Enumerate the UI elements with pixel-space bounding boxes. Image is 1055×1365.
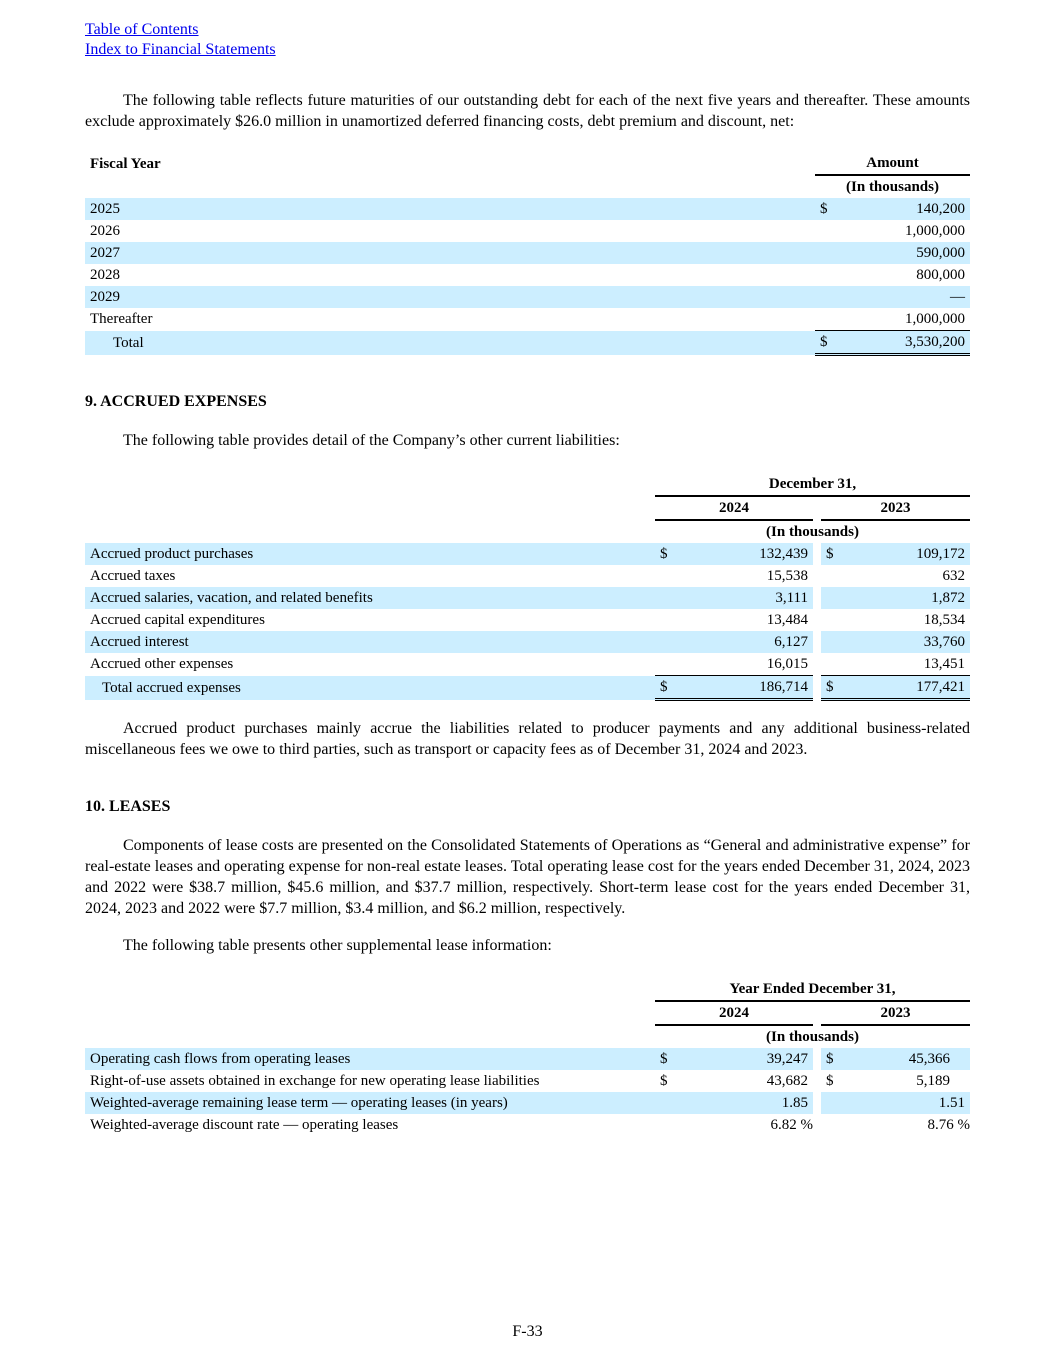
dollar-sign [655, 609, 675, 631]
dollar-sign [815, 264, 835, 286]
total-label: Total [85, 331, 815, 355]
value-2024: 16,015 [766, 656, 808, 672]
table-row [85, 1092, 970, 1114]
year-header-row [85, 496, 970, 520]
value-2023: 1,872 [841, 587, 970, 609]
dollar-sign [815, 308, 835, 331]
value-2023: 5,189 [916, 1073, 950, 1089]
col-2023-header: 2023 [821, 1001, 970, 1025]
row-label: Weighted-average discount rate — operating leases [90, 1117, 399, 1133]
fiscal-year-header: Fiscal Year [90, 155, 161, 172]
table-row [85, 587, 970, 609]
units-row [85, 1025, 970, 1048]
debt-maturities-table [85, 152, 970, 356]
row-label: 2027 [85, 242, 815, 264]
dollar-sign [815, 242, 835, 264]
value-2024: 132,439 [675, 543, 813, 565]
section-10-paragraph-1: Components of lease costs are presented on the Consolidated Statements of Operations as “General and administrative expense” for real-estate leases and operating expense for non-real estate leases. Total operating lease cost for the years ended December 31, 2024, 2023 and 2022 were $38.7 million, $45.6 million, and $37.7 million, respectively. Short-term lease cost for the years ended December 31, 2024, 2023 and 2022 were $7.7 million, $3.4 million, and $6.2 million, respectively. [85, 837, 970, 917]
row-label: Accrued interest [85, 631, 655, 653]
table-row [85, 264, 970, 286]
value-2023: 632 [942, 568, 965, 584]
row-label: Accrued capital expenditures [90, 612, 265, 628]
value-2024: 3,111 [675, 587, 813, 609]
accrued-expenses-table-wrap [85, 473, 970, 701]
dollar-sign [655, 631, 675, 653]
row-label: Weighted-average remaining lease term — operating leases (in years) [85, 1092, 655, 1114]
value-2023: 8.76 % [927, 1117, 970, 1133]
row-label: Accrued product purchases [85, 543, 655, 565]
accrued-expenses-table [85, 473, 970, 701]
section-10-para1-block [85, 835, 970, 919]
table-row [85, 1048, 970, 1070]
table-row [85, 1070, 970, 1092]
units-label: (In thousands) [846, 179, 939, 195]
units-row [85, 175, 970, 198]
dollar-sign: $ [821, 676, 841, 700]
row-amount: — [835, 286, 970, 308]
total-amount: 3,530,200 [835, 331, 970, 355]
table-of-contents-link[interactable]: Table of Contents [85, 21, 199, 38]
dollar-sign [655, 653, 675, 676]
table-row [85, 543, 970, 565]
section-10-heading: 10. LEASES [85, 798, 171, 815]
total-2023: 177,421 [841, 676, 970, 700]
debt-intro-block [85, 90, 970, 132]
dollar-sign: $ [815, 198, 835, 220]
period-header: December 31, [655, 473, 970, 496]
row-label: Accrued other expenses [90, 656, 234, 673]
value-2023: 18,534 [923, 612, 965, 628]
row-amount: 590,000 [835, 242, 970, 264]
row-label: Accrued taxes [90, 568, 176, 584]
value-2024: 39,247 [675, 1048, 813, 1070]
debt-intro-paragraph: The following table reflects future maturities of our outstanding debt for each of the next five years and thereafter. These amounts exclude approximately $26.0 million in unamortized deferred financing costs, debt premium and discount, net: [85, 92, 970, 130]
table-row [85, 1114, 970, 1136]
dollar-sign [655, 1092, 675, 1114]
table-row [85, 242, 970, 264]
total-row [85, 676, 970, 700]
row-label: 2025 [85, 198, 815, 220]
dollar-sign: $ [821, 1048, 841, 1070]
section-9-note-block [85, 718, 970, 760]
dollar-sign [821, 609, 841, 631]
row-label: Right-of-use assets obtained in exchange for new operating lease liabilities [90, 1073, 540, 1089]
lease-info-table-wrap [85, 978, 970, 1136]
units-row [85, 520, 970, 543]
row-amount: 1,000,000 [905, 311, 965, 327]
dollar-sign [821, 631, 841, 653]
value-2023: 1.51 [841, 1092, 970, 1114]
value-2024: 1.85 [675, 1092, 813, 1114]
total-label: Total accrued expenses [85, 676, 655, 700]
nav-links [85, 20, 276, 60]
dollar-sign [655, 587, 675, 609]
table-row [85, 609, 970, 631]
value-2024: 15,538 [766, 568, 808, 584]
section-9-intro: The following table provides detail of the Company’s other current liabilities: [123, 432, 620, 449]
value-2024: 13,484 [766, 612, 808, 628]
total-2024: 186,714 [675, 676, 813, 700]
table-row [85, 308, 970, 331]
section-10-paragraph-2: The following table presents other supplemental lease information: [123, 937, 552, 954]
dollar-sign [815, 286, 835, 308]
dollar-sign [655, 565, 675, 587]
section-9-note: Accrued product purchases mainly accrue the liabilities related to producer payments and any additional business-related miscellaneous fees we owe to third parties, such as transport or capacity fees as of December 31, 2024 and 2023. [85, 720, 970, 758]
dollar-sign: $ [660, 1073, 668, 1089]
dollar-sign: $ [826, 1073, 834, 1089]
period-header-row [85, 978, 970, 1001]
section-10-para2-block [85, 935, 970, 956]
index-financial-statements-link[interactable]: Index to Financial Statements [85, 41, 276, 58]
dollar-sign: $ [821, 543, 841, 565]
row-label: Operating cash flows from operating leases [85, 1048, 655, 1070]
units-label: (In thousands) [766, 524, 859, 540]
dollar-sign [821, 587, 841, 609]
col-2023-header: 2023 [821, 496, 970, 520]
row-label: 2029 [85, 286, 815, 308]
dollar-sign [655, 1114, 675, 1136]
table-row [85, 198, 970, 220]
value-2024: 6,127 [675, 631, 813, 653]
row-amount: 140,200 [835, 198, 970, 220]
row-label: Accrued salaries, vacation, and related benefits [85, 587, 655, 609]
dollar-sign: $ [655, 543, 675, 565]
dollar-sign [815, 220, 835, 242]
table-header-row [85, 152, 970, 175]
section-9-heading: 9. ACCRUED EXPENSES [85, 393, 267, 410]
dollar-sign [821, 1114, 841, 1136]
dollar-sign [821, 565, 841, 587]
value-2024: 43,682 [766, 1073, 808, 1089]
row-amount: 800,000 [916, 267, 965, 283]
table-row [85, 631, 970, 653]
amount-header: Amount [815, 152, 970, 175]
table-row [85, 286, 970, 308]
dollar-sign [821, 1092, 841, 1114]
value-2023: 45,366 [841, 1048, 970, 1070]
section-9-intro-block [85, 430, 970, 451]
total-row [85, 331, 970, 355]
col-2024-header: 2024 [655, 1001, 813, 1025]
dollar-sign: $ [655, 1048, 675, 1070]
row-label: 2028 [90, 267, 120, 283]
lease-info-table [85, 978, 970, 1136]
row-amount: 1,000,000 [905, 223, 965, 239]
value-2023: 109,172 [841, 543, 970, 565]
year-header-row [85, 1001, 970, 1025]
table-row [85, 220, 970, 242]
period-header-row [85, 473, 970, 496]
value-2023: 13,451 [923, 656, 965, 672]
value-2023: 33,760 [841, 631, 970, 653]
dollar-sign: $ [815, 331, 835, 355]
debt-maturities-table-wrap [85, 152, 970, 356]
row-label: 2026 [90, 223, 120, 239]
col-2024-header: 2024 [655, 496, 813, 520]
dollar-sign: $ [655, 676, 675, 700]
units-label: (In thousands) [766, 1029, 859, 1045]
row-label: Thereafter [90, 311, 153, 328]
table-row [85, 565, 970, 587]
period-header: Year Ended December 31, [655, 978, 970, 1001]
table-row [85, 653, 970, 676]
page-number: F-33 [512, 1323, 543, 1340]
dollar-sign [821, 653, 841, 676]
value-2024: 6.82 % [770, 1117, 813, 1133]
